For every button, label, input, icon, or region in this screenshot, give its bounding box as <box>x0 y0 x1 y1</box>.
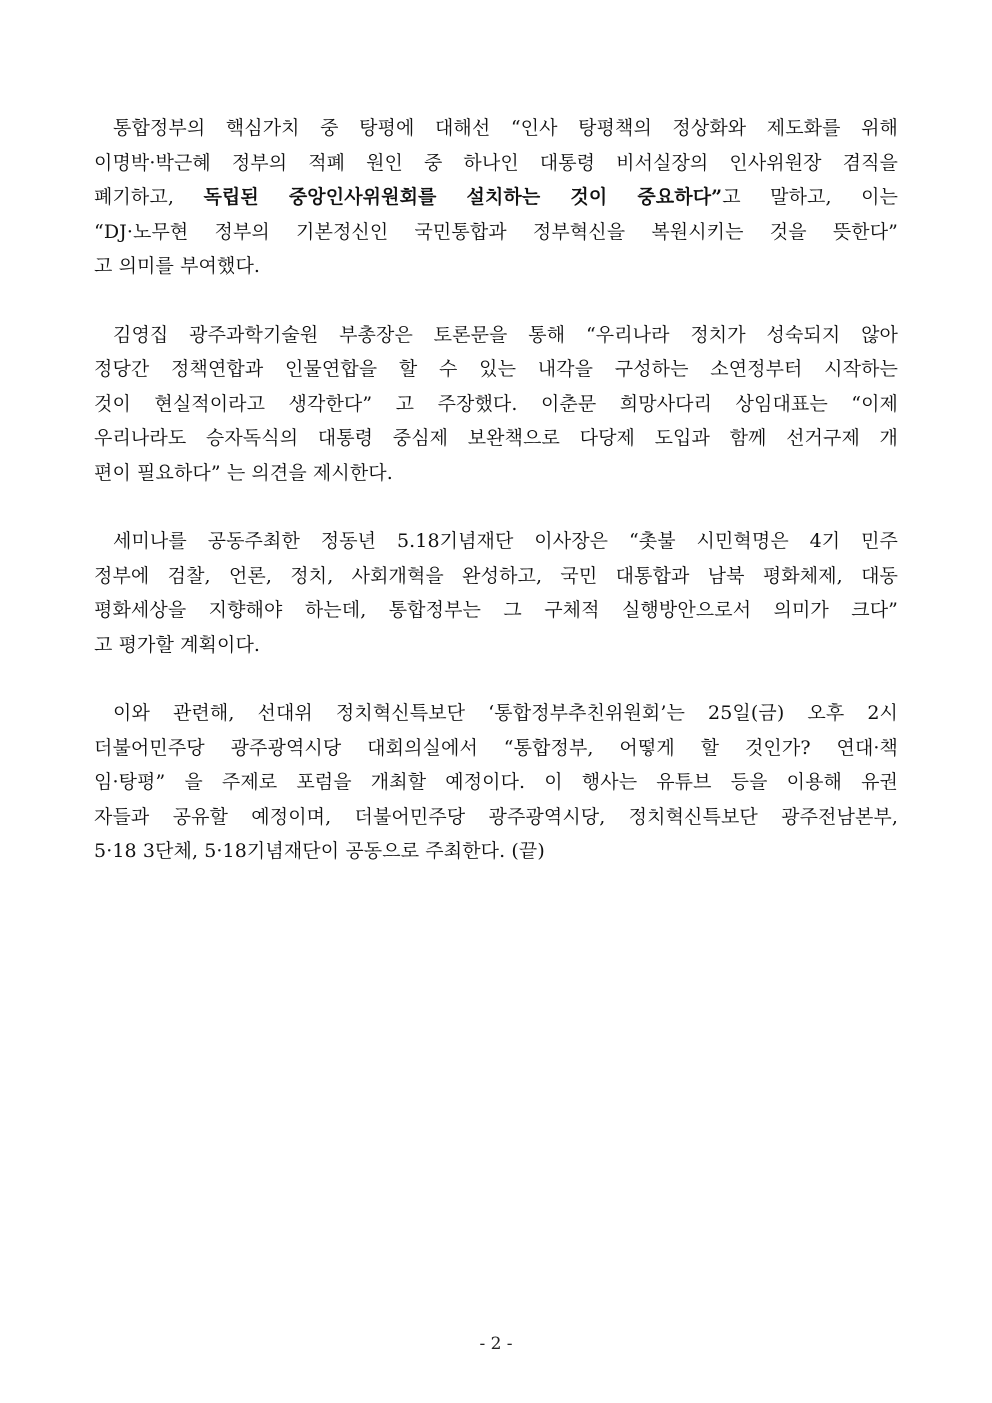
text-line: 편이 필요하다” 는 의견을 제시한다. <box>94 461 393 484</box>
text-line: 폐기하고, 독립된 중앙인사위원회를 설치하는 것이 중요하다”고 말하고, 이는 <box>94 186 898 208</box>
text-line: 정부에 검찰, 언론, 정치, 사회개혁을 완성하고, 국민 대통합과 남북 평화체제, 대동 <box>94 564 898 587</box>
text-line: 세미나를 공동주최한 정동년 5.18기념재단 이사장은 “촛불 시민혁명은 4기 민주 <box>113 530 898 552</box>
text-line: 고 의미를 부여했다. <box>94 255 261 277</box>
page-number: - 2 - <box>479 1334 513 1354</box>
text-line: 자들과 공유할 예정이며, 더불어민주당 광주광역시당, 정치혁신특보단 광주전남본부, <box>94 805 898 828</box>
text-line: 김영집 광주과학기술원 부총장은 토론문을 통해 “우리나라 정치가 성숙되지 않아 <box>113 323 898 346</box>
text-line: 임·탕평” 을 주제로 포럼을 개최할 예정이다. 이 행사는 유튜브 등을 이용해 유권 <box>94 771 898 793</box>
text-line: 정당간 정책연합과 인물연합을 할 수 있는 내각을 구성하는 소연정부터 시작하는 <box>94 358 898 380</box>
text-line: “DJ·노무현 정부의 기본정신인 국민통합과 정부혁신을 복원시키는 것을 뜻한다” <box>94 220 898 243</box>
emphasized-text: 독립된 중앙인사위원회를 설치하는 것이 중요하다” <box>203 186 723 208</box>
text-line: 평화세상을 지향해야 하는데, 통합정부는 그 구체적 실행방안으로서 의미가 크다” <box>94 599 898 621</box>
text-line: 5·18 3단체, 5·18기념재단이 공동으로 주최한다. (끝) <box>94 840 545 862</box>
text-line: 고 평가할 계획이다. <box>94 633 261 656</box>
text-line: 이명박·박근혜 정부의 적폐 원인 중 하나인 대통령 비서실장의 인사위원장 겸직을 <box>94 151 898 174</box>
document-body <box>94 111 898 903</box>
text-line: 통합정부의 핵심가치 중 탕평에 대해선 “인사 탕평책의 정상화와 제도화를 위해 <box>113 117 898 139</box>
text-line: 것이 현실적이라고 생각한다” 고 주장했다. 이춘문 희망사다리 상임대표는 “이제 <box>94 392 898 415</box>
paragraph-seminar-host <box>94 524 898 662</box>
paragraph-integration-principle <box>94 111 898 284</box>
text-line: 이와 관련해, 선대위 정치혁신특보단 ‘통합정부추친위원회’는 25일(금) 오후 2시 <box>113 702 898 724</box>
text-line: 우리나라도 승자독식의 대통령 중심제 보완책으로 다당제 도입과 함께 선거구제 개 <box>94 427 898 449</box>
paragraph-forum-announcement <box>94 696 898 869</box>
paragraph-discussion <box>94 318 898 491</box>
text-line: 더불어민주당 광주광역시당 대회의실에서 “통합정부, 어떻게 할 것인가? 연대·책 <box>94 736 898 759</box>
